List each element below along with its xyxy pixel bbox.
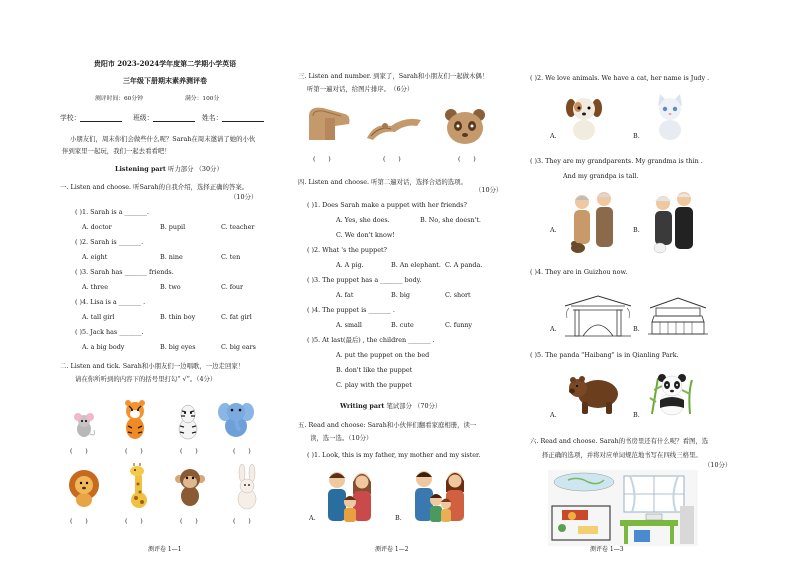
tick-paren-5[interactable]: ( ) (70, 517, 88, 525)
s4-q3: ( )3. The puppet has a _______ body. (307, 276, 422, 284)
section-5-instruction: 五. Read and choose: Sarah和小伙伴们翻看家庭相册，读一 (298, 421, 477, 429)
puppet-head-icon (305, 104, 355, 144)
writing-title: Writing part (340, 402, 385, 410)
school-label: 学校： (60, 114, 81, 122)
section-4-points: （10分） (475, 186, 503, 194)
lion-icon (66, 468, 102, 508)
name-field[interactable] (202, 114, 264, 122)
exam-score: 满分：100分 (185, 96, 220, 102)
s5-q3-line-2: And my grandpa is tall. (563, 172, 639, 180)
cat-icon (650, 92, 690, 142)
s1-q3-b[interactable]: B. two (160, 283, 181, 291)
s4-q3-b[interactable]: B. big (391, 291, 410, 299)
s5-q2-option-b[interactable]: B. (633, 132, 640, 140)
zebra-icon (173, 402, 203, 440)
s1-q2: ( )2. Sarah is _______. (75, 238, 144, 246)
page-3 (530, 0, 794, 561)
section-5-instruction-2: 读，选一选。（10分） (310, 434, 373, 442)
tick-paren-3[interactable]: ( ) (180, 447, 198, 455)
s5-q2-option-a[interactable]: A. (550, 132, 557, 140)
exam-title: 贵阳市 2023-2024学年度第二学期小学英语 (93, 59, 237, 68)
name-label: 姓名： (202, 114, 223, 122)
s5-q2: ( )2. We love animals. We have a cat, her name is Judy . (530, 74, 710, 82)
s4-q3-a[interactable]: A. fat (336, 291, 354, 299)
writing-heading (340, 402, 441, 410)
s1-q2-c[interactable]: C. ten (221, 253, 241, 261)
s1-q5: ( )5. Jack has _______. (75, 328, 144, 336)
school-field[interactable] (60, 114, 122, 122)
s1-q4: ( )4. Lisa is a _______ . (75, 298, 146, 306)
s1-q5-c[interactable]: C. big ears (221, 343, 256, 351)
number-paren-1[interactable]: ( ) (313, 155, 331, 163)
s5-q5-option-a[interactable]: A. (550, 411, 557, 419)
s1-q3-c[interactable]: C. four (221, 283, 244, 291)
page-footer-1: 测评卷 1—1 (148, 546, 182, 553)
tick-paren-4[interactable]: ( ) (233, 447, 251, 455)
s1-q2-b[interactable]: B. nine (160, 253, 183, 261)
page-footer-2: 测评卷 1—2 (375, 546, 409, 553)
tick-paren-8[interactable]: ( ) (233, 517, 251, 525)
s4-q5: ( )5. At last(最后) , the children _______ . (307, 336, 435, 344)
archway-sketch-icon (563, 288, 633, 340)
intro-line-2: 伴到家里一起玩，我们一起去看看吧！ (62, 147, 171, 155)
brown-bear-icon (566, 370, 622, 416)
s5-q1: ( )1. Look, this is my father, my mother and my sister. (307, 451, 481, 459)
s1-q1: ( )1. Sarah is a _______. (75, 208, 149, 216)
s4-q5-c[interactable]: C. play with the puppet (336, 381, 412, 389)
grandparents-icon-a (566, 190, 622, 256)
s1-q1-a[interactable]: A. doctor (82, 223, 112, 231)
s1-q4-a[interactable]: A. tall girl (82, 313, 115, 321)
class-label: 班级： (133, 114, 154, 122)
s1-q5-b[interactable]: B. big eyes (160, 343, 196, 351)
elephant-icon (218, 398, 254, 440)
tick-paren-2[interactable]: ( ) (125, 447, 143, 455)
s1-q1-b[interactable]: B. pupil (160, 223, 186, 231)
tower-sketch-icon (646, 292, 710, 338)
family-four-icon (410, 466, 470, 524)
section-1-instruction: 一. Listen and choose. 听Sarah的自我介绍，选择正确的答案。 (60, 183, 249, 191)
study-room-icon (548, 470, 698, 546)
s4-q1: ( )1. Does Sarah make a puppet with her friends? (307, 201, 467, 209)
listening-cn: 听力部分 （30分） (167, 165, 223, 173)
s4-q4-c[interactable]: C. funny (445, 321, 473, 329)
section-4-instruction: 四. Listen and choose. 听第二遍对话，选择合适的选项。 (298, 178, 467, 186)
intro-line-1: 小朋友们，周末你们会做些什么呢？Sarah在周末邀请了她的小伙 (70, 135, 256, 143)
section-1-points: （10分） (230, 193, 258, 201)
s4-q1-a[interactable]: A. Yes, she does. (336, 216, 390, 224)
s1-q4-c[interactable]: C. fat girl (221, 313, 252, 321)
s5-q4: ( )4. They are in Guizhou now. (530, 268, 628, 276)
s4-q2-c[interactable]: C. A panda. (445, 261, 483, 269)
s4-q4-b[interactable]: B. cute (391, 321, 414, 329)
s4-q1-c[interactable]: C. We don't know! (336, 231, 395, 239)
s4-q3-c[interactable]: C. short (445, 291, 471, 299)
class-field[interactable] (133, 114, 195, 122)
tick-paren-6[interactable]: ( ) (125, 517, 143, 525)
s5-q1-option-b[interactable]: B. (395, 514, 402, 522)
number-paren-3[interactable]: ( ) (458, 155, 476, 163)
s4-q5-a[interactable]: A. put the puppet on the bed (336, 351, 430, 359)
s4-q4-a[interactable]: A. small (336, 321, 362, 329)
s1-q3: ( )3. Sarah has _______ friends. (75, 268, 174, 276)
page-2 (265, 0, 530, 561)
s1-q1-c[interactable]: C. teacher (221, 223, 255, 231)
section-2-instruction-2: 请在你所听到的内容下的括号里打勾“ √”。（4分） (75, 375, 217, 383)
s5-q3-option-a[interactable]: A. (550, 226, 557, 234)
rabbit-icon (233, 464, 261, 510)
exam-subtitle: 三年级下册期末素养测评卷 (123, 76, 207, 85)
s5-q5-option-b[interactable]: B. (633, 411, 640, 419)
puppy-icon (564, 92, 604, 142)
puppet-body-icon (365, 112, 425, 142)
tick-paren-7[interactable]: ( ) (180, 517, 198, 525)
s5-q3: ( )3. They are my grandparents. My grandma is thin . (530, 157, 703, 165)
section-6-instruction: 六. Read and choose. Sarah的书房里还有什么呢？看图，选 (530, 437, 709, 445)
s4-q2: ( )2. What 's the puppet? (307, 246, 387, 254)
mouse-icon (70, 410, 98, 440)
s1-q5-a[interactable]: A. a big body (82, 343, 125, 351)
family-three-icon (322, 466, 378, 524)
number-paren-2[interactable]: ( ) (383, 155, 401, 163)
listening-title: Listening part (115, 165, 166, 173)
s1-q3-a[interactable]: A. three (82, 283, 108, 291)
s1-q2-a[interactable]: A. eight (82, 253, 108, 261)
s4-q2-a[interactable]: A. A pig. (336, 261, 364, 269)
giraffe-icon (124, 462, 152, 510)
tiger-icon (120, 398, 150, 440)
section-6-instruction-2: 择正确的选项，并将对应单词规范地书写在四线三格里。 (542, 451, 702, 459)
section-3-instruction: 三. Listen and number. 到家了，Sarah和小朋友们一起做木偶！ (298, 72, 489, 80)
s5-q1-option-a[interactable]: A. (309, 514, 316, 522)
s5-q3-option-b[interactable]: B. (633, 226, 640, 234)
tick-paren-1[interactable]: ( ) (70, 447, 88, 455)
grandparents-icon-b (646, 190, 702, 256)
s1-q4-b[interactable]: B. thin boy (160, 313, 196, 321)
page-footer-3: 测评卷 1—3 (590, 546, 624, 553)
monkey-icon (174, 466, 206, 508)
s4-q5-b[interactable]: B. don't like the puppet (336, 366, 413, 374)
s5-q4-option-a[interactable]: A. (550, 325, 557, 333)
puppet-panda-head-icon (443, 106, 487, 146)
s5-q4-option-b[interactable]: B. (633, 325, 640, 333)
section-2-instruction: 二. Listen and tick. Sarah和小朋友们一边唱歌，一边走回家！ (60, 362, 245, 370)
section-3-instruction-2: 听第一遍对话，给图片排序。 （6分） (307, 85, 414, 93)
s4-q1-b[interactable]: B. No, she doesn't. (420, 216, 481, 224)
s4-q4: ( )4. The puppet is _______ . (307, 306, 395, 314)
page-1 (0, 0, 265, 561)
section-6-points: （10分） (704, 461, 732, 469)
listening-heading (115, 165, 223, 173)
s4-q2-b[interactable]: B. An elephant. (391, 261, 441, 269)
writing-cn: 笔试部分 （70分） (386, 402, 442, 410)
panda-icon (648, 370, 696, 418)
s5-q5: ( )5. The panda "Haibang" is in Qianling Park. (530, 351, 679, 359)
exam-time: 测评时间：60分钟 (95, 96, 143, 102)
